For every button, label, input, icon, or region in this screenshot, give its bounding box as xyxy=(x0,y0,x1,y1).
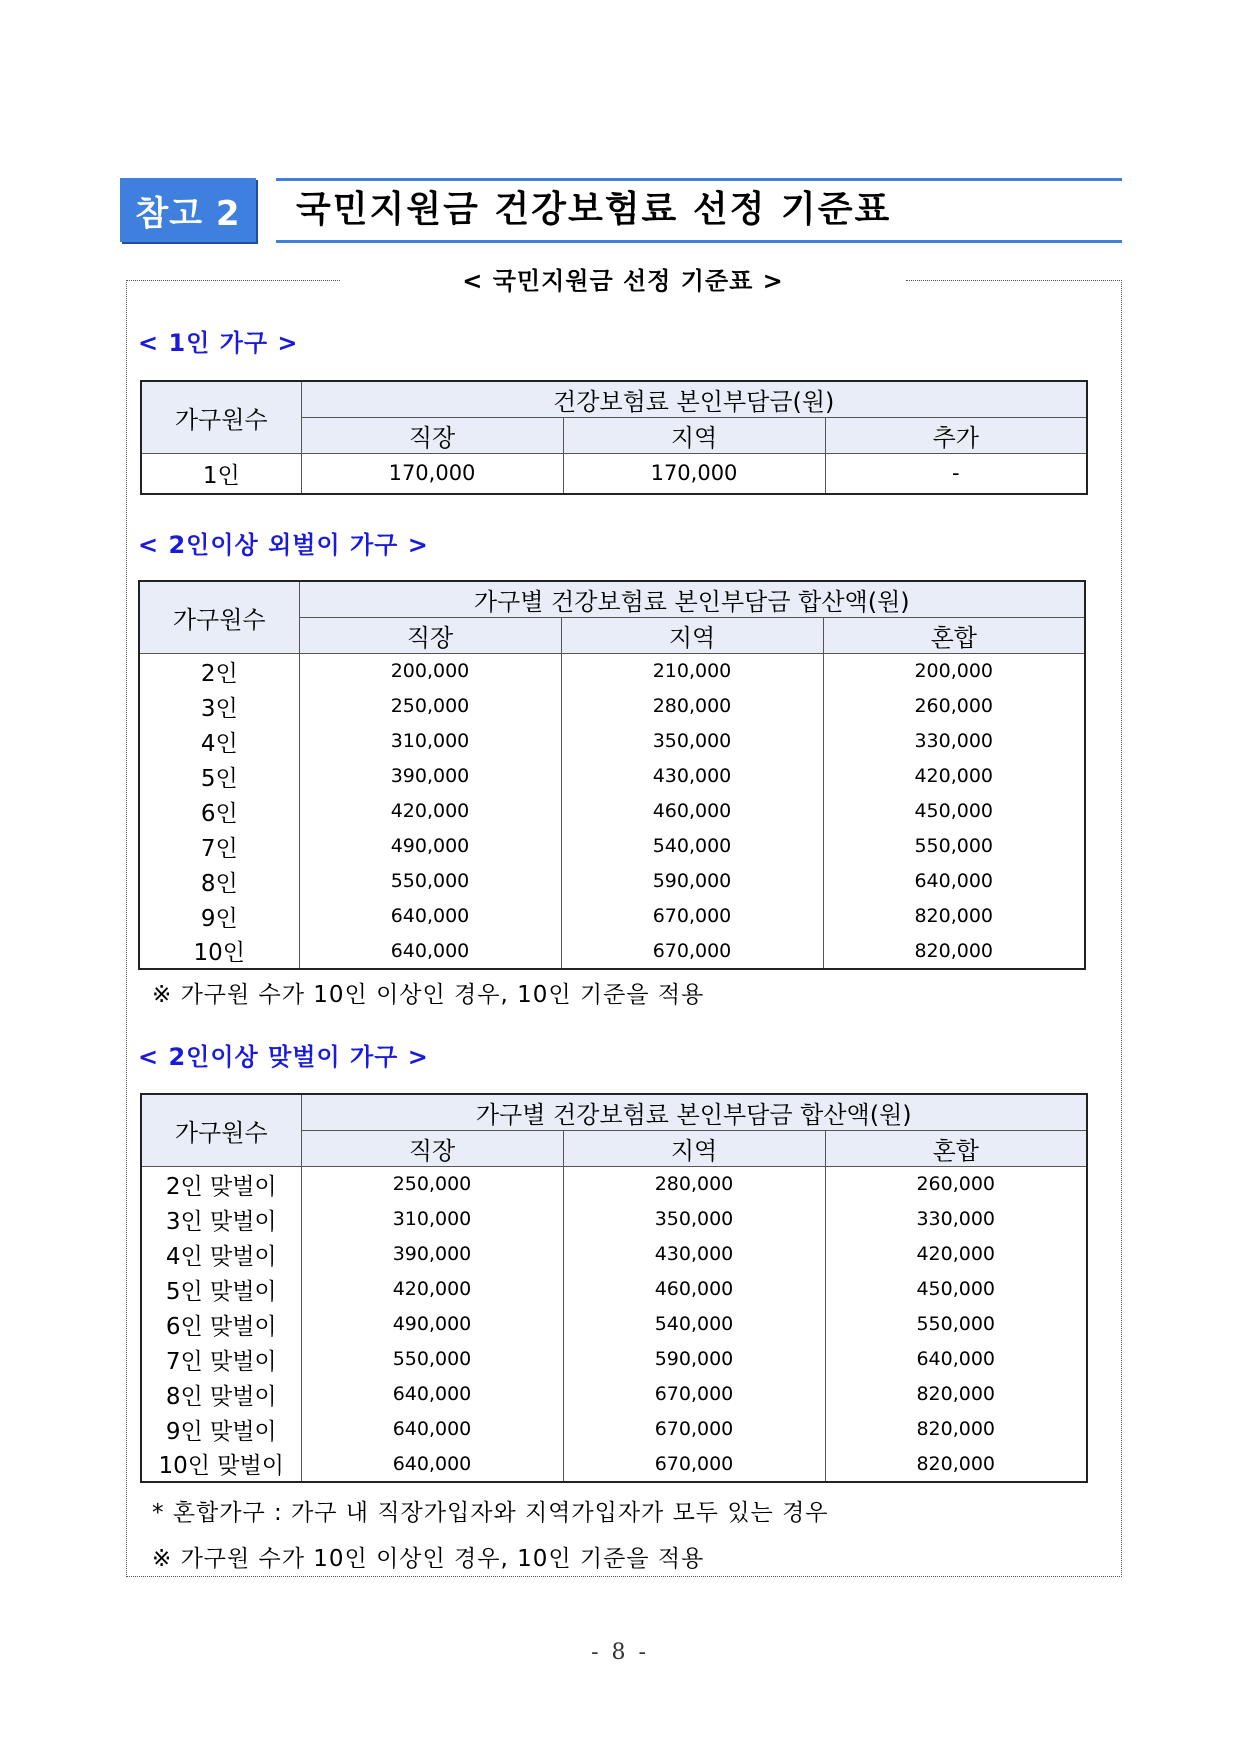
cell-value: 250,000 xyxy=(301,1167,563,1202)
frame-top-left xyxy=(126,280,340,281)
cell-members: 9인 xyxy=(139,899,299,934)
cell-members: 6인 xyxy=(139,794,299,829)
cell-value: 460,000 xyxy=(561,794,823,829)
table-row xyxy=(139,829,1085,864)
table-row xyxy=(139,934,1085,969)
cell-value: 420,000 xyxy=(823,759,1085,794)
table-row xyxy=(141,1447,1087,1482)
col-header-members: 가구원수 xyxy=(141,381,301,454)
cell-value: 260,000 xyxy=(823,689,1085,724)
col-header-members: 가구원수 xyxy=(141,1094,301,1167)
table-row xyxy=(139,899,1085,934)
cell-value: 640,000 xyxy=(301,1412,563,1447)
cell-value: 200,000 xyxy=(299,654,561,689)
cell-value: 670,000 xyxy=(563,1377,825,1412)
cell-value: 820,000 xyxy=(825,1377,1087,1412)
cell-value: 200,000 xyxy=(823,654,1085,689)
cell-value: 170,000 xyxy=(301,454,563,494)
cell-value: 640,000 xyxy=(301,1447,563,1482)
cell-value: 490,000 xyxy=(299,829,561,864)
cell-value: 820,000 xyxy=(825,1412,1087,1447)
cell-value: 540,000 xyxy=(561,829,823,864)
cell-value: 420,000 xyxy=(301,1272,563,1307)
cell-value: - xyxy=(825,454,1087,494)
cell-value: 550,000 xyxy=(825,1307,1087,1342)
cell-members: 2인 맞벌이 xyxy=(141,1167,301,1202)
cell-value: 430,000 xyxy=(563,1237,825,1272)
cell-value: 640,000 xyxy=(299,899,561,934)
cell-value: 390,000 xyxy=(299,759,561,794)
cell-value: 640,000 xyxy=(299,934,561,969)
section-title-single-earner: < 2인이상 외벌이 가구 > xyxy=(138,531,429,559)
table-row xyxy=(141,454,1087,494)
cell-members: 7인 맞벌이 xyxy=(141,1342,301,1377)
section-title-single: < 1인 가구 > xyxy=(138,329,299,357)
table-row xyxy=(139,759,1085,794)
cell-members: 3인 xyxy=(139,689,299,724)
note-10-plus: ※ 가구원 수가 10인 이상인 경우, 10인 기준을 적용 xyxy=(152,1546,705,1572)
cell-value: 820,000 xyxy=(823,899,1085,934)
frame-top-right xyxy=(906,280,1120,281)
header-rule-bottom xyxy=(276,240,1122,243)
table-row xyxy=(141,1272,1087,1307)
table-dual-earner xyxy=(140,1093,1088,1483)
col-header: 직장 xyxy=(301,1131,563,1167)
table-single-earner xyxy=(138,580,1086,970)
cell-value: 210,000 xyxy=(561,654,823,689)
appendix-badge: 참고 2 xyxy=(120,178,256,242)
cell-value: 280,000 xyxy=(563,1167,825,1202)
cell-value: 420,000 xyxy=(299,794,561,829)
cell-value: 670,000 xyxy=(563,1412,825,1447)
cell-value: 820,000 xyxy=(825,1447,1087,1482)
table-row xyxy=(141,1167,1087,1202)
table-row xyxy=(139,724,1085,759)
cell-value: 640,000 xyxy=(823,864,1085,899)
cell-value: 540,000 xyxy=(563,1307,825,1342)
col-header: 지역 xyxy=(563,418,825,454)
cell-value: 490,000 xyxy=(301,1307,563,1342)
table-row xyxy=(141,1202,1087,1237)
col-header: 추가 xyxy=(825,418,1087,454)
cell-members: 7인 xyxy=(139,829,299,864)
cell-value: 550,000 xyxy=(823,829,1085,864)
cell-value: 310,000 xyxy=(299,724,561,759)
table-row xyxy=(139,864,1085,899)
cell-members: 1인 xyxy=(141,454,301,494)
cell-members: 9인 맞벌이 xyxy=(141,1412,301,1447)
cell-members: 8인 맞벌이 xyxy=(141,1377,301,1412)
frame-title: < 국민지원금 선정 기준표 > xyxy=(462,267,784,295)
cell-value: 430,000 xyxy=(561,759,823,794)
cell-value: 250,000 xyxy=(299,689,561,724)
col-header: 직장 xyxy=(299,618,561,654)
table-row xyxy=(139,689,1085,724)
table-row xyxy=(141,1342,1087,1377)
cell-members: 6인 맞벌이 xyxy=(141,1307,301,1342)
cell-value: 550,000 xyxy=(299,864,561,899)
cell-value: 260,000 xyxy=(825,1167,1087,1202)
cell-value: 670,000 xyxy=(563,1447,825,1482)
cell-members: 3인 맞벌이 xyxy=(141,1202,301,1237)
section-title-dual-earner: < 2인이상 맞벌이 가구 > xyxy=(138,1043,429,1071)
cell-value: 350,000 xyxy=(563,1202,825,1237)
cell-members: 10인 맞벌이 xyxy=(141,1447,301,1482)
cell-value: 670,000 xyxy=(561,934,823,969)
cell-value: 310,000 xyxy=(301,1202,563,1237)
col-header: 지역 xyxy=(561,618,823,654)
cell-value: 550,000 xyxy=(301,1342,563,1377)
cell-value: 590,000 xyxy=(563,1342,825,1377)
cell-members: 5인 xyxy=(139,759,299,794)
col-group-header: 가구별 건강보험료 본인부담금 합산액(원) xyxy=(299,581,1085,618)
cell-value: 330,000 xyxy=(823,724,1085,759)
cell-members: 2인 xyxy=(139,654,299,689)
cell-value: 640,000 xyxy=(825,1342,1087,1377)
cell-value: 450,000 xyxy=(823,794,1085,829)
cell-value: 170,000 xyxy=(563,454,825,494)
page-number: - 8 - xyxy=(591,1640,649,1665)
cell-value: 330,000 xyxy=(825,1202,1087,1237)
cell-value: 350,000 xyxy=(561,724,823,759)
page-title: 국민지원금 건강보험료 선정 기준표 xyxy=(296,189,892,230)
cell-value: 670,000 xyxy=(561,899,823,934)
table-row xyxy=(141,1237,1087,1272)
table-row xyxy=(139,654,1085,689)
cell-members: 4인 맞벌이 xyxy=(141,1237,301,1272)
cell-value: 280,000 xyxy=(561,689,823,724)
table-row xyxy=(141,1307,1087,1342)
table-row xyxy=(141,1412,1087,1447)
col-header: 지역 xyxy=(563,1131,825,1167)
col-group-header: 건강보험료 본인부담금(원) xyxy=(301,381,1087,418)
cell-members: 8인 xyxy=(139,864,299,899)
table-row xyxy=(141,1377,1087,1412)
col-header: 혼합 xyxy=(823,618,1085,654)
cell-value: 420,000 xyxy=(825,1237,1087,1272)
cell-members: 10인 xyxy=(139,934,299,969)
cell-members: 4인 xyxy=(139,724,299,759)
cell-value: 590,000 xyxy=(561,864,823,899)
table-row xyxy=(139,794,1085,829)
cell-value: 390,000 xyxy=(301,1237,563,1272)
cell-value: 640,000 xyxy=(301,1377,563,1412)
col-header: 혼합 xyxy=(825,1131,1087,1167)
cell-value: 460,000 xyxy=(563,1272,825,1307)
note-mixed-household: * 혼합가구 : 가구 내 직장가입자와 지역가입자가 모두 있는 경우 xyxy=(152,1500,829,1526)
header-rule-top xyxy=(276,178,1122,181)
col-header-members: 가구원수 xyxy=(139,581,299,654)
table-single-household xyxy=(140,380,1088,495)
col-header: 직장 xyxy=(301,418,563,454)
cell-value: 450,000 xyxy=(825,1272,1087,1307)
col-group-header: 가구별 건강보험료 본인부담금 합산액(원) xyxy=(301,1094,1087,1131)
cell-members: 5인 맞벌이 xyxy=(141,1272,301,1307)
cell-value: 820,000 xyxy=(823,934,1085,969)
note-10-plus: ※ 가구원 수가 10인 이상인 경우, 10인 기준을 적용 xyxy=(152,982,705,1008)
